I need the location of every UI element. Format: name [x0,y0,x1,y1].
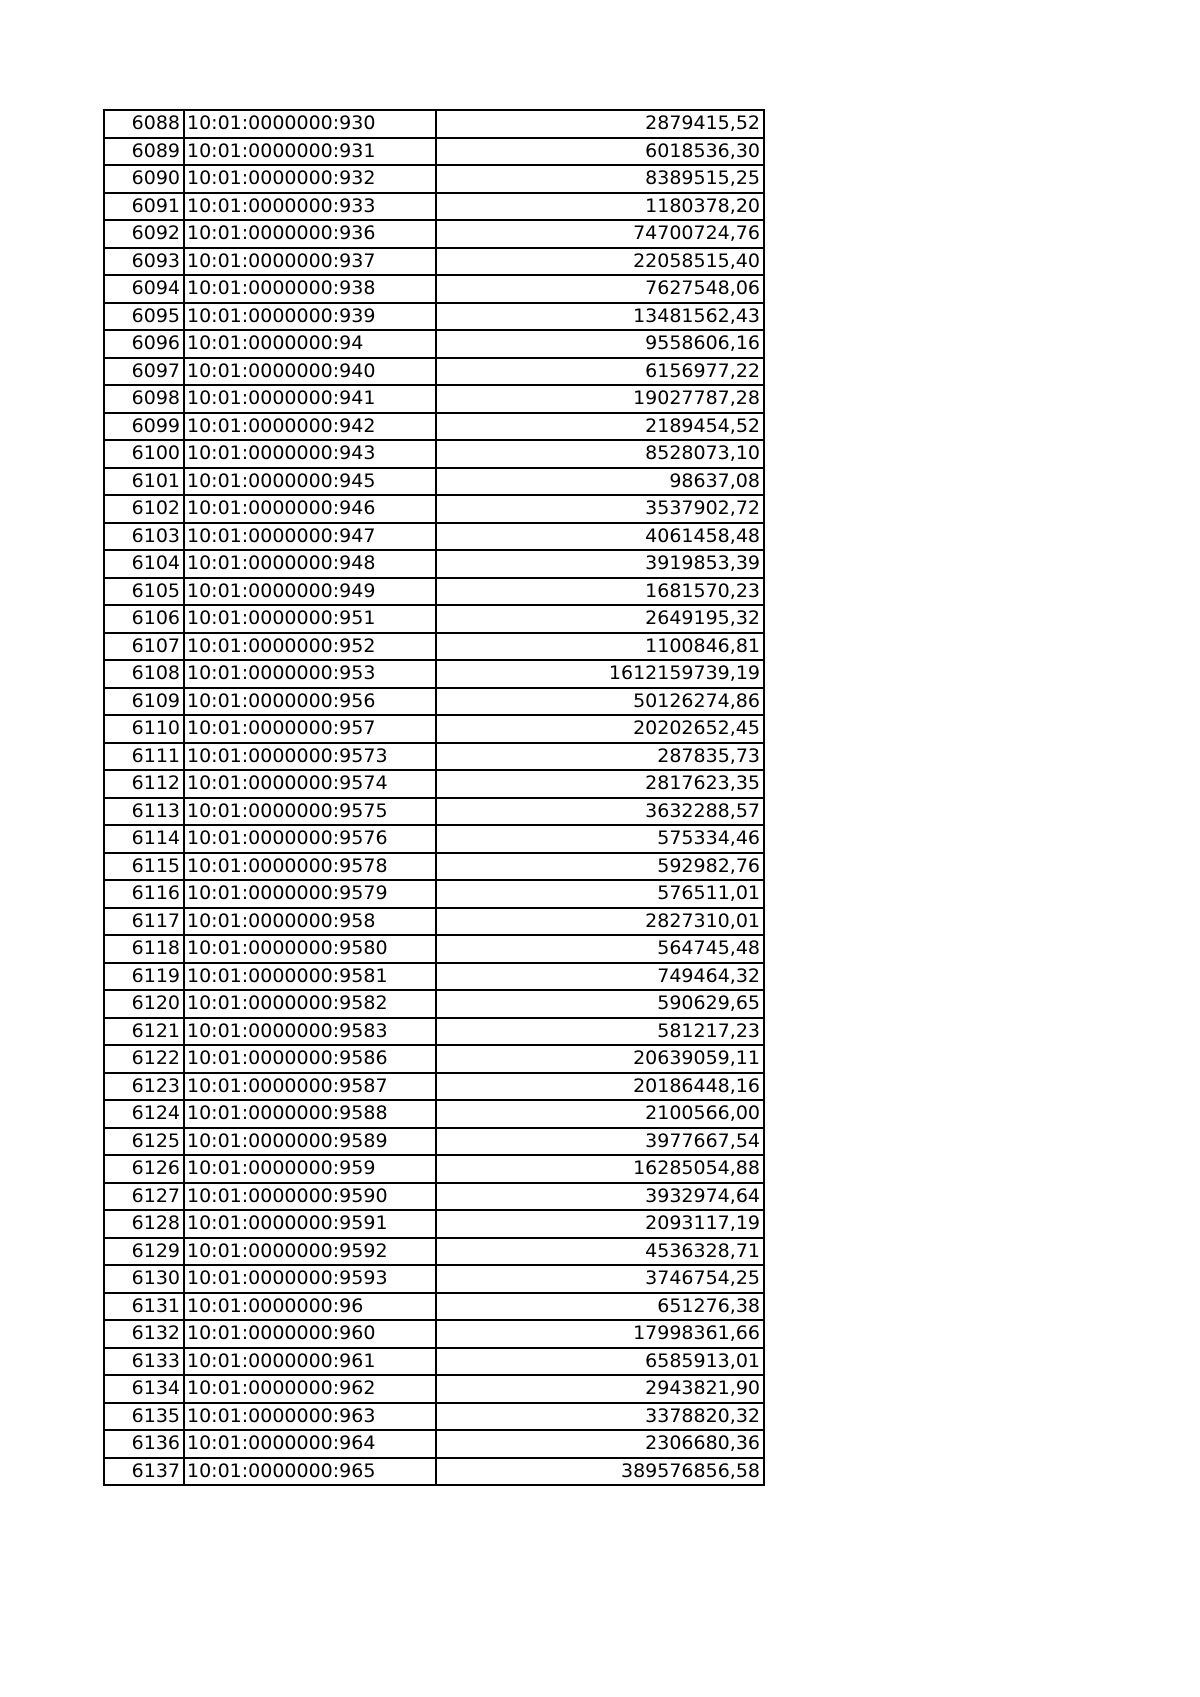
cadastral-number: 10:01:0000000:9580 [184,935,436,963]
table-row [104,908,764,936]
value-cell: 592982,76 [436,853,764,881]
value-cell: 590629,65 [436,990,764,1018]
value-cell: 3378820,32 [436,1403,764,1431]
table-row [104,715,764,743]
row-number: 6096 [104,330,184,358]
table-row [104,770,764,798]
cadastral-number: 10:01:0000000:9575 [184,798,436,826]
value-cell: 2827310,01 [436,908,764,936]
row-number: 6111 [104,743,184,771]
value-cell: 6156977,22 [436,358,764,386]
value-cell: 2100566,00 [436,1100,764,1128]
row-number: 6109 [104,688,184,716]
table-row [104,330,764,358]
cadastral-number: 10:01:0000000:937 [184,248,436,276]
cadastral-number: 10:01:0000000:9576 [184,825,436,853]
value-cell: 1681570,23 [436,578,764,606]
row-number: 6113 [104,798,184,826]
table-row [104,990,764,1018]
row-number: 6090 [104,165,184,193]
row-number: 6123 [104,1073,184,1101]
row-number: 6094 [104,275,184,303]
row-number: 6103 [104,523,184,551]
value-cell: 8528073,10 [436,440,764,468]
cadastral-number: 10:01:0000000:9581 [184,963,436,991]
row-number: 6127 [104,1183,184,1211]
cadastral-number: 10:01:0000000:951 [184,605,436,633]
row-number: 6110 [104,715,184,743]
table-row [104,853,764,881]
value-cell: 3632288,57 [436,798,764,826]
table-row [104,1348,764,1376]
value-cell: 7627548,06 [436,275,764,303]
cadastral-number: 10:01:0000000:9579 [184,880,436,908]
cadastral-number: 10:01:0000000:957 [184,715,436,743]
cadastral-number: 10:01:0000000:9578 [184,853,436,881]
table-row [104,1155,764,1183]
row-number: 6117 [104,908,184,936]
table-row [104,303,764,331]
cadastral-number: 10:01:0000000:963 [184,1403,436,1431]
row-number: 6124 [104,1100,184,1128]
data-table [103,109,765,1486]
table-row [104,935,764,963]
cadastral-number: 10:01:0000000:941 [184,385,436,413]
cadastral-number: 10:01:0000000:933 [184,193,436,221]
table-row [104,220,764,248]
cadastral-number: 10:01:0000000:9590 [184,1183,436,1211]
table-row [104,1293,764,1321]
row-number: 6099 [104,413,184,441]
table-row [104,138,764,166]
row-number: 6126 [104,1155,184,1183]
cadastral-number: 10:01:0000000:961 [184,1348,436,1376]
row-number: 6115 [104,853,184,881]
row-number: 6128 [104,1210,184,1238]
row-number: 6135 [104,1403,184,1431]
value-cell: 13481562,43 [436,303,764,331]
cadastral-number: 10:01:0000000:940 [184,358,436,386]
value-cell: 651276,38 [436,1293,764,1321]
cadastral-number: 10:01:0000000:9589 [184,1128,436,1156]
table-row [104,1210,764,1238]
value-cell: 1180378,20 [436,193,764,221]
table-row [104,550,764,578]
cadastral-number: 10:01:0000000:958 [184,908,436,936]
value-cell: 50126274,86 [436,688,764,716]
table-row [104,798,764,826]
row-number: 6133 [104,1348,184,1376]
row-number: 6137 [104,1458,184,1486]
table-row [104,963,764,991]
value-cell: 576511,01 [436,880,764,908]
cadastral-number: 10:01:0000000:959 [184,1155,436,1183]
table-row [104,1018,764,1046]
value-cell: 17998361,66 [436,1320,764,1348]
cadastral-number: 10:01:0000000:9593 [184,1265,436,1293]
value-cell: 1100846,81 [436,633,764,661]
table-row [104,660,764,688]
row-number: 6136 [104,1430,184,1458]
value-cell: 564745,48 [436,935,764,963]
table-row [104,1375,764,1403]
value-cell: 19027787,28 [436,385,764,413]
value-cell: 287835,73 [436,743,764,771]
row-number: 6131 [104,1293,184,1321]
value-cell: 22058515,40 [436,248,764,276]
table-row [104,1045,764,1073]
table-row [104,468,764,496]
cadastral-number: 10:01:0000000:9592 [184,1238,436,1266]
table-row [104,1403,764,1431]
value-cell: 389576856,58 [436,1458,764,1486]
row-number: 6114 [104,825,184,853]
table-row [104,193,764,221]
cadastral-number: 10:01:0000000:936 [184,220,436,248]
value-cell: 20186448,16 [436,1073,764,1101]
row-number: 6119 [104,963,184,991]
value-cell: 6018536,30 [436,138,764,166]
cadastral-number: 10:01:0000000:9587 [184,1073,436,1101]
cadastral-number: 10:01:0000000:939 [184,303,436,331]
value-cell: 3977667,54 [436,1128,764,1156]
value-cell: 575334,46 [436,825,764,853]
table-row [104,1183,764,1211]
row-number: 6116 [104,880,184,908]
value-cell: 1612159739,19 [436,660,764,688]
table-row [104,1430,764,1458]
table-row [104,880,764,908]
cadastral-number: 10:01:0000000:946 [184,495,436,523]
table-row [104,248,764,276]
row-number: 6118 [104,935,184,963]
value-cell: 20639059,11 [436,1045,764,1073]
value-cell: 4536328,71 [436,1238,764,1266]
value-cell: 2649195,32 [436,605,764,633]
cadastral-number: 10:01:0000000:949 [184,578,436,606]
value-cell: 749464,32 [436,963,764,991]
cadastral-number: 10:01:0000000:9586 [184,1045,436,1073]
row-number: 6130 [104,1265,184,1293]
value-cell: 3537902,72 [436,495,764,523]
row-number: 6134 [104,1375,184,1403]
cadastral-number: 10:01:0000000:962 [184,1375,436,1403]
table-row [104,358,764,386]
cadastral-number: 10:01:0000000:9588 [184,1100,436,1128]
table-row [104,578,764,606]
table-row [104,1458,764,1486]
cadastral-number: 10:01:0000000:948 [184,550,436,578]
value-cell: 20202652,45 [436,715,764,743]
value-cell: 16285054,88 [436,1155,764,1183]
table-row [104,495,764,523]
row-number: 6106 [104,605,184,633]
row-number: 6101 [104,468,184,496]
cadastral-number: 10:01:0000000:960 [184,1320,436,1348]
cadastral-number: 10:01:0000000:938 [184,275,436,303]
table-row [104,633,764,661]
table-row [104,385,764,413]
value-cell: 4061458,48 [436,523,764,551]
table-row [104,165,764,193]
cadastral-number: 10:01:0000000:945 [184,468,436,496]
table-row [104,1100,764,1128]
value-cell: 3746754,25 [436,1265,764,1293]
table-row [104,440,764,468]
table-row [104,825,764,853]
table-row [104,110,764,138]
row-number: 6107 [104,633,184,661]
table-row [104,1265,764,1293]
value-cell: 581217,23 [436,1018,764,1046]
table-row [104,1320,764,1348]
cadastral-number: 10:01:0000000:9573 [184,743,436,771]
value-cell: 2093117,19 [436,1210,764,1238]
row-number: 6098 [104,385,184,413]
value-cell: 2943821,90 [436,1375,764,1403]
table-row [104,743,764,771]
value-cell: 2306680,36 [436,1430,764,1458]
value-cell: 2817623,35 [436,770,764,798]
value-cell: 3919853,39 [436,550,764,578]
cadastral-number: 10:01:0000000:965 [184,1458,436,1486]
cadastral-number: 10:01:0000000:9583 [184,1018,436,1046]
cadastral-number: 10:01:0000000:942 [184,413,436,441]
value-cell: 6585913,01 [436,1348,764,1376]
table-row [104,688,764,716]
value-cell: 98637,08 [436,468,764,496]
cadastral-number: 10:01:0000000:952 [184,633,436,661]
row-number: 6095 [104,303,184,331]
row-number: 6088 [104,110,184,138]
cadastral-number: 10:01:0000000:943 [184,440,436,468]
cadastral-number: 10:01:0000000:956 [184,688,436,716]
table-row [104,413,764,441]
row-number: 6122 [104,1045,184,1073]
cadastral-number: 10:01:0000000:953 [184,660,436,688]
table-row [104,1073,764,1101]
table-row [104,275,764,303]
value-cell: 2189454,52 [436,413,764,441]
table-body [104,110,764,1485]
row-number: 6091 [104,193,184,221]
row-number: 6125 [104,1128,184,1156]
cadastral-number: 10:01:0000000:94 [184,330,436,358]
value-cell: 8389515,25 [436,165,764,193]
row-number: 6097 [104,358,184,386]
cadastral-number: 10:01:0000000:964 [184,1430,436,1458]
table-row [104,1128,764,1156]
row-number: 6112 [104,770,184,798]
row-number: 6129 [104,1238,184,1266]
table-row [104,1238,764,1266]
row-number: 6092 [104,220,184,248]
cadastral-number: 10:01:0000000:932 [184,165,436,193]
row-number: 6102 [104,495,184,523]
row-number: 6100 [104,440,184,468]
table-row [104,605,764,633]
cadastral-number: 10:01:0000000:931 [184,138,436,166]
row-number: 6093 [104,248,184,276]
cadastral-number: 10:01:0000000:9591 [184,1210,436,1238]
cadastral-number: 10:01:0000000:96 [184,1293,436,1321]
cadastral-number: 10:01:0000000:930 [184,110,436,138]
row-number: 6132 [104,1320,184,1348]
cadastral-number: 10:01:0000000:947 [184,523,436,551]
row-number: 6108 [104,660,184,688]
row-number: 6105 [104,578,184,606]
row-number: 6121 [104,1018,184,1046]
row-number: 6120 [104,990,184,1018]
value-cell: 2879415,52 [436,110,764,138]
row-number: 6104 [104,550,184,578]
value-cell: 74700724,76 [436,220,764,248]
row-number: 6089 [104,138,184,166]
cadastral-number: 10:01:0000000:9574 [184,770,436,798]
cadastral-number: 10:01:0000000:9582 [184,990,436,1018]
value-cell: 9558606,16 [436,330,764,358]
value-cell: 3932974,64 [436,1183,764,1211]
table-row [104,523,764,551]
